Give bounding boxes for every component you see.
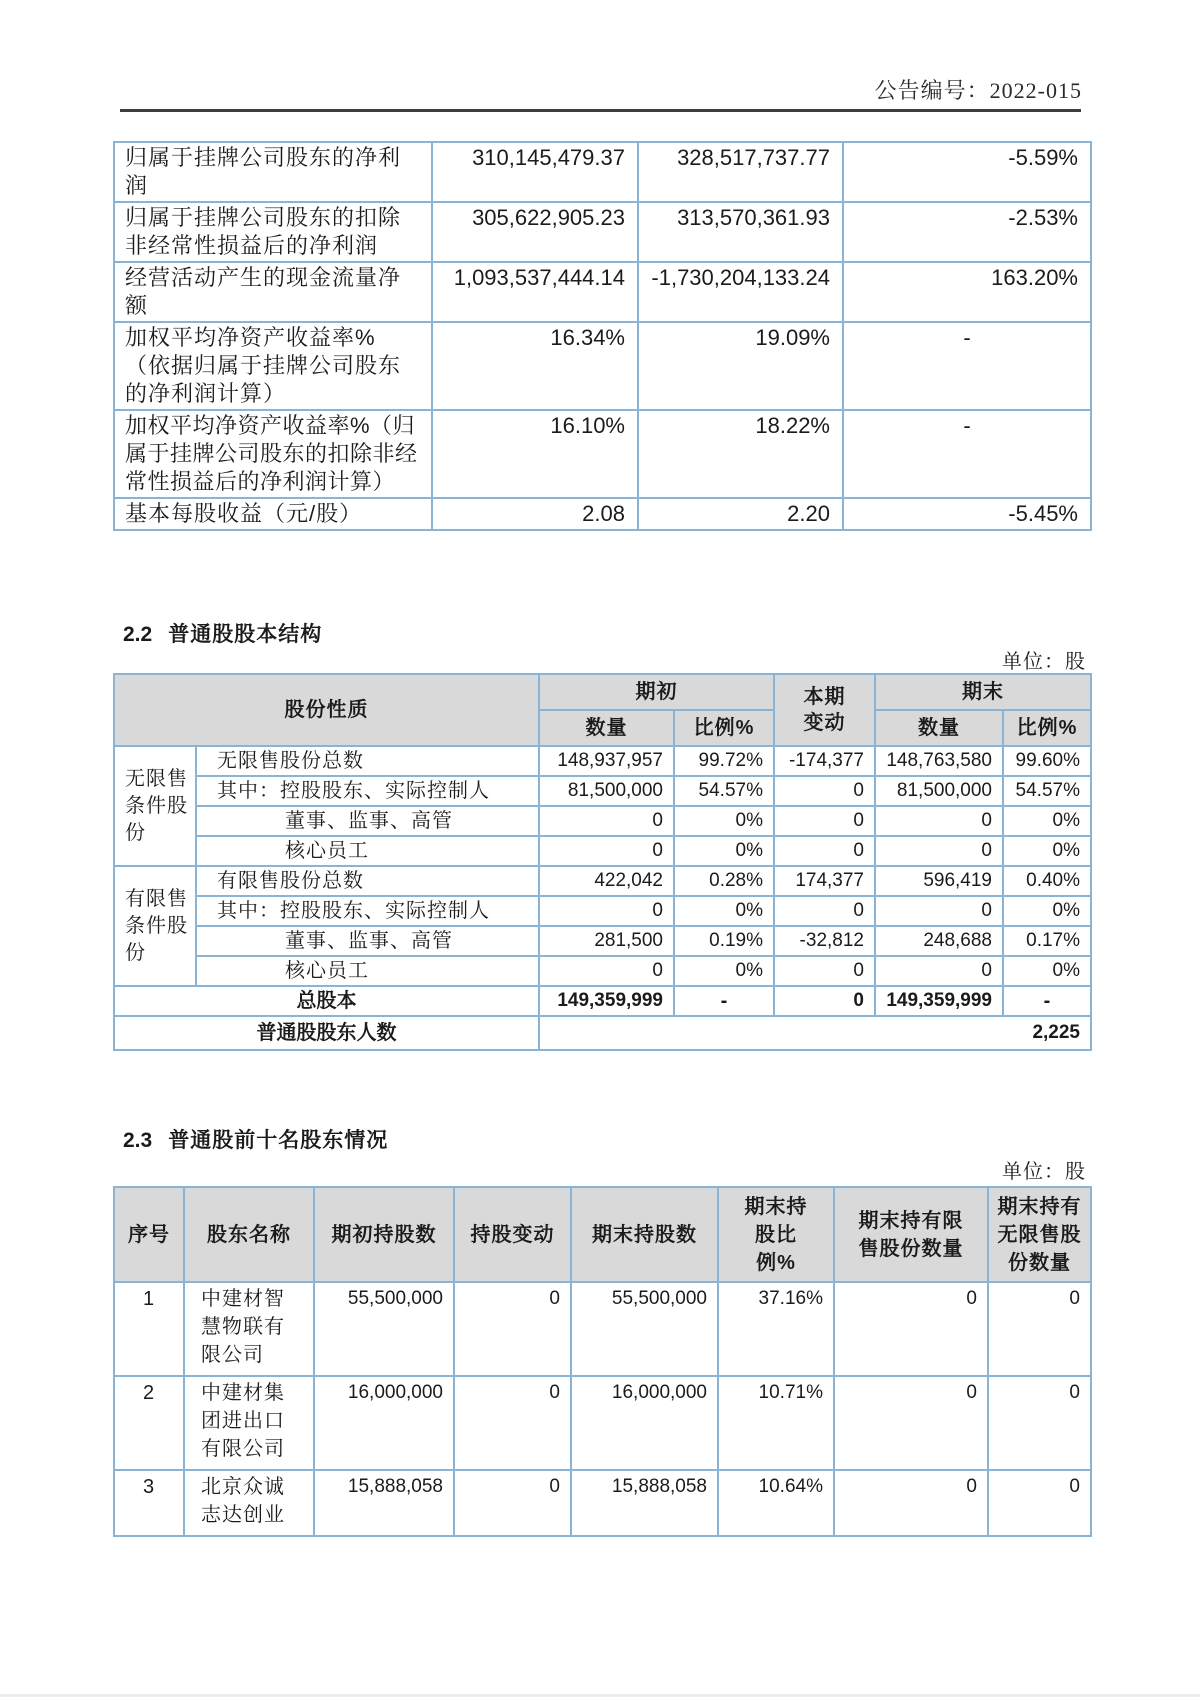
section-number: 2.2: [123, 623, 153, 646]
begin-pct-cell: 0%: [674, 806, 774, 836]
unrestricted-shares-cell: 0: [988, 1470, 1091, 1536]
table-row: [114, 410, 1091, 498]
end-qty-cell: 596,419: [875, 866, 1003, 896]
header-shareholder-name: 股东名称: [184, 1187, 314, 1282]
begin-qty-cell: 0: [539, 806, 674, 836]
metric-prior-value: 2.20: [638, 498, 843, 530]
share-capital-table: [113, 673, 1092, 1051]
shareholder-count-value: 2,225: [539, 1016, 1091, 1050]
share-change-cell: 0: [454, 1282, 571, 1376]
metric-change-value: -: [843, 410, 1091, 498]
table-row: [114, 142, 1091, 202]
metric-change-value: 163.20%: [843, 262, 1091, 322]
begin-qty-cell: 148,937,957: [539, 746, 674, 776]
begin-qty-cell: 0: [539, 956, 674, 986]
unrestricted-shares-cell: 0: [988, 1376, 1091, 1470]
metric-label: 加权平均净资产收益率%（依据归属于挂牌公司股东的净利润计算）: [114, 322, 432, 410]
header-end-qty: 数量: [875, 710, 1003, 746]
end-pct-cell: 37.16%: [718, 1282, 834, 1376]
header-begin-shares: 期初持股数: [314, 1187, 454, 1282]
restricted-shares-cell: 0: [834, 1470, 988, 1536]
header-begin-pct: 比例%: [674, 710, 774, 746]
table-row: [114, 776, 1091, 806]
begin-qty-cell: 0: [539, 836, 674, 866]
begin-qty-cell: 281,500: [539, 926, 674, 956]
unit-label: 单位：股: [1002, 1161, 1086, 1183]
section-number: 2.3: [123, 1129, 153, 1152]
header-end-unrestricted: 期末持有无限售股份数量: [988, 1187, 1091, 1282]
item-label: 核心员工: [196, 836, 539, 866]
change-cell: 0: [774, 896, 875, 926]
shareholder-row: [114, 1376, 1091, 1470]
metric-change-value: -2.53%: [843, 202, 1091, 262]
item-label: 无限售股份总数: [196, 746, 539, 776]
end-qty-cell: 0: [875, 896, 1003, 926]
begin-qty-cell: 422,042: [539, 866, 674, 896]
table-row: [114, 896, 1091, 926]
metric-change-value: -5.59%: [843, 142, 1091, 202]
begin-pct-cell: 0%: [674, 956, 774, 986]
end-pct-cell: 0%: [1003, 836, 1091, 866]
end-pct-cell: 54.57%: [1003, 776, 1091, 806]
table-row: [114, 202, 1091, 262]
end-qty-cell: 0: [875, 806, 1003, 836]
begin-shares-cell: 15,888,058: [314, 1470, 454, 1536]
begin-pct-cell: -: [674, 986, 774, 1016]
group-unrestricted-label: 无限售条件股份: [114, 746, 196, 866]
metric-prior-value: 19.09%: [638, 322, 843, 410]
end-qty-cell: 81,500,000: [875, 776, 1003, 806]
end-shares-cell: 15,888,058: [571, 1470, 718, 1536]
section-title-text: 普通股前十名股东情况: [168, 1129, 389, 1152]
begin-pct-cell: 0%: [674, 896, 774, 926]
header-end-restricted: 期末持有限售股份数量: [834, 1187, 988, 1282]
header-share-change: 持股变动: [454, 1187, 571, 1282]
end-pct-cell: 10.64%: [718, 1470, 834, 1536]
section-title-text: 普通股股本结构: [168, 623, 323, 646]
metric-prior-value: -1,730,204,133.24: [638, 262, 843, 322]
end-qty-cell: 248,688: [875, 926, 1003, 956]
change-cell: 0: [774, 806, 875, 836]
table-row: [114, 926, 1091, 956]
metric-change-value: -: [843, 322, 1091, 410]
metric-label: 基本每股收益（元/股）: [114, 498, 432, 530]
table-header-row: [114, 674, 1091, 710]
share-change-cell: 0: [454, 1470, 571, 1536]
begin-pct-cell: 54.57%: [674, 776, 774, 806]
begin-qty-cell: 149,359,999: [539, 986, 674, 1016]
end-pct-cell: 99.60%: [1003, 746, 1091, 776]
shareholder-row: [114, 1470, 1091, 1536]
begin-pct-cell: 0%: [674, 836, 774, 866]
share-change-cell: 0: [454, 1376, 571, 1470]
item-label: 其中：控股股东、实际控制人: [196, 896, 539, 926]
table-row: [114, 322, 1091, 410]
header-end-pct: 比例%: [1003, 710, 1091, 746]
change-cell: 0: [774, 986, 875, 1016]
end-shares-cell: 16,000,000: [571, 1376, 718, 1470]
summary-metrics-table: [113, 141, 1092, 531]
item-label: 有限售股份总数: [196, 866, 539, 896]
end-pct-cell: 0.40%: [1003, 866, 1091, 896]
section-2-3-title: [123, 1124, 388, 1154]
change-cell: 174,377: [774, 866, 875, 896]
table-row: [114, 746, 1091, 776]
table-row: [114, 866, 1091, 896]
shareholder-row: [114, 1282, 1091, 1376]
header-begin-qty: 数量: [539, 710, 674, 746]
shareholder-name-cell: 中建材集团进出口有限公司: [184, 1376, 314, 1470]
end-qty-cell: 148,763,580: [875, 746, 1003, 776]
metric-label: 归属于挂牌公司股东的扣除非经常性损益后的净利润: [114, 202, 432, 262]
restricted-shares-cell: 0: [834, 1282, 988, 1376]
end-shares-cell: 55,500,000: [571, 1282, 718, 1376]
unit-label: 单位：股: [1002, 651, 1086, 673]
metric-prior-value: 313,570,361.93: [638, 202, 843, 262]
rank-cell: 1: [114, 1282, 184, 1376]
end-qty-cell: 0: [875, 836, 1003, 866]
change-cell: 0: [774, 956, 875, 986]
metric-label: 经营活动产生的现金流量净额: [114, 262, 432, 322]
change-cell: -32,812: [774, 926, 875, 956]
begin-shares-cell: 55,500,000: [314, 1282, 454, 1376]
begin-pct-cell: 99.72%: [674, 746, 774, 776]
header-ending: 期末: [875, 674, 1091, 710]
metric-change-value: -5.45%: [843, 498, 1091, 530]
begin-qty-cell: 0: [539, 896, 674, 926]
shareholder-name-cell: 中建材智慧物联有限公司: [184, 1282, 314, 1376]
begin-pct-cell: 0.28%: [674, 866, 774, 896]
table-row: [114, 956, 1091, 986]
table-row: [114, 806, 1091, 836]
metric-prior-value: 18.22%: [638, 410, 843, 498]
section-2-2-title: [123, 618, 322, 648]
header-share-nature: 股份性质: [114, 674, 539, 746]
header-beginning: 期初: [539, 674, 774, 710]
top-shareholders-table: [113, 1186, 1092, 1537]
metric-current-value: 2.08: [432, 498, 638, 530]
end-qty-cell: 0: [875, 956, 1003, 986]
end-pct-cell: 0%: [1003, 956, 1091, 986]
total-shares-row: [114, 986, 1091, 1016]
shareholder-count-row: [114, 1016, 1091, 1050]
shareholder-name-cell: 北京众诚志达创业: [184, 1470, 314, 1536]
metric-current-value: 1,093,537,444.14: [432, 262, 638, 322]
metric-current-value: 305,622,905.23: [432, 202, 638, 262]
end-pct-cell: -: [1003, 986, 1091, 1016]
header-divider: [120, 109, 1081, 112]
begin-shares-cell: 16,000,000: [314, 1376, 454, 1470]
change-cell: 0: [774, 776, 875, 806]
header-period-change: 本期变动: [774, 674, 875, 746]
metric-label: 加权平均净资产收益率%（归属于挂牌公司股东的扣除非经常性损益后的净利润计算）: [114, 410, 432, 498]
end-pct-cell: 0%: [1003, 896, 1091, 926]
item-label: 董事、监事、高管: [196, 926, 539, 956]
begin-pct-cell: 0.19%: [674, 926, 774, 956]
item-label: 其中：控股股东、实际控制人: [196, 776, 539, 806]
group-restricted-label: 有限售条件股份: [114, 866, 196, 986]
table-row: [114, 498, 1091, 530]
unrestricted-shares-cell: 0: [988, 1282, 1091, 1376]
table-row: [114, 836, 1091, 866]
change-cell: -174,377: [774, 746, 875, 776]
rank-cell: 3: [114, 1470, 184, 1536]
metric-current-value: 310,145,479.37: [432, 142, 638, 202]
shareholder-count-label: 普通股股东人数: [114, 1016, 539, 1050]
end-pct-cell: 10.71%: [718, 1376, 834, 1470]
begin-qty-cell: 81,500,000: [539, 776, 674, 806]
change-cell: 0: [774, 836, 875, 866]
metric-current-value: 16.10%: [432, 410, 638, 498]
header-end-pct: 期末持股比例%: [718, 1187, 834, 1282]
header-rank: 序号: [114, 1187, 184, 1282]
end-qty-cell: 149,359,999: [875, 986, 1003, 1016]
end-pct-cell: 0.17%: [1003, 926, 1091, 956]
table-row: [114, 262, 1091, 322]
announcement-number: 公告编号：2022-015: [874, 78, 1082, 103]
metric-prior-value: 328,517,737.77: [638, 142, 843, 202]
metric-current-value: 16.34%: [432, 322, 638, 410]
total-shares-label: 总股本: [114, 986, 539, 1016]
header-end-shares: 期末持股数: [571, 1187, 718, 1282]
table-header-row: [114, 1187, 1091, 1282]
item-label: 核心员工: [196, 956, 539, 986]
item-label: 董事、监事、高管: [196, 806, 539, 836]
end-pct-cell: 0%: [1003, 806, 1091, 836]
restricted-shares-cell: 0: [834, 1376, 988, 1470]
rank-cell: 2: [114, 1376, 184, 1470]
metric-label: 归属于挂牌公司股东的净利润: [114, 142, 432, 202]
